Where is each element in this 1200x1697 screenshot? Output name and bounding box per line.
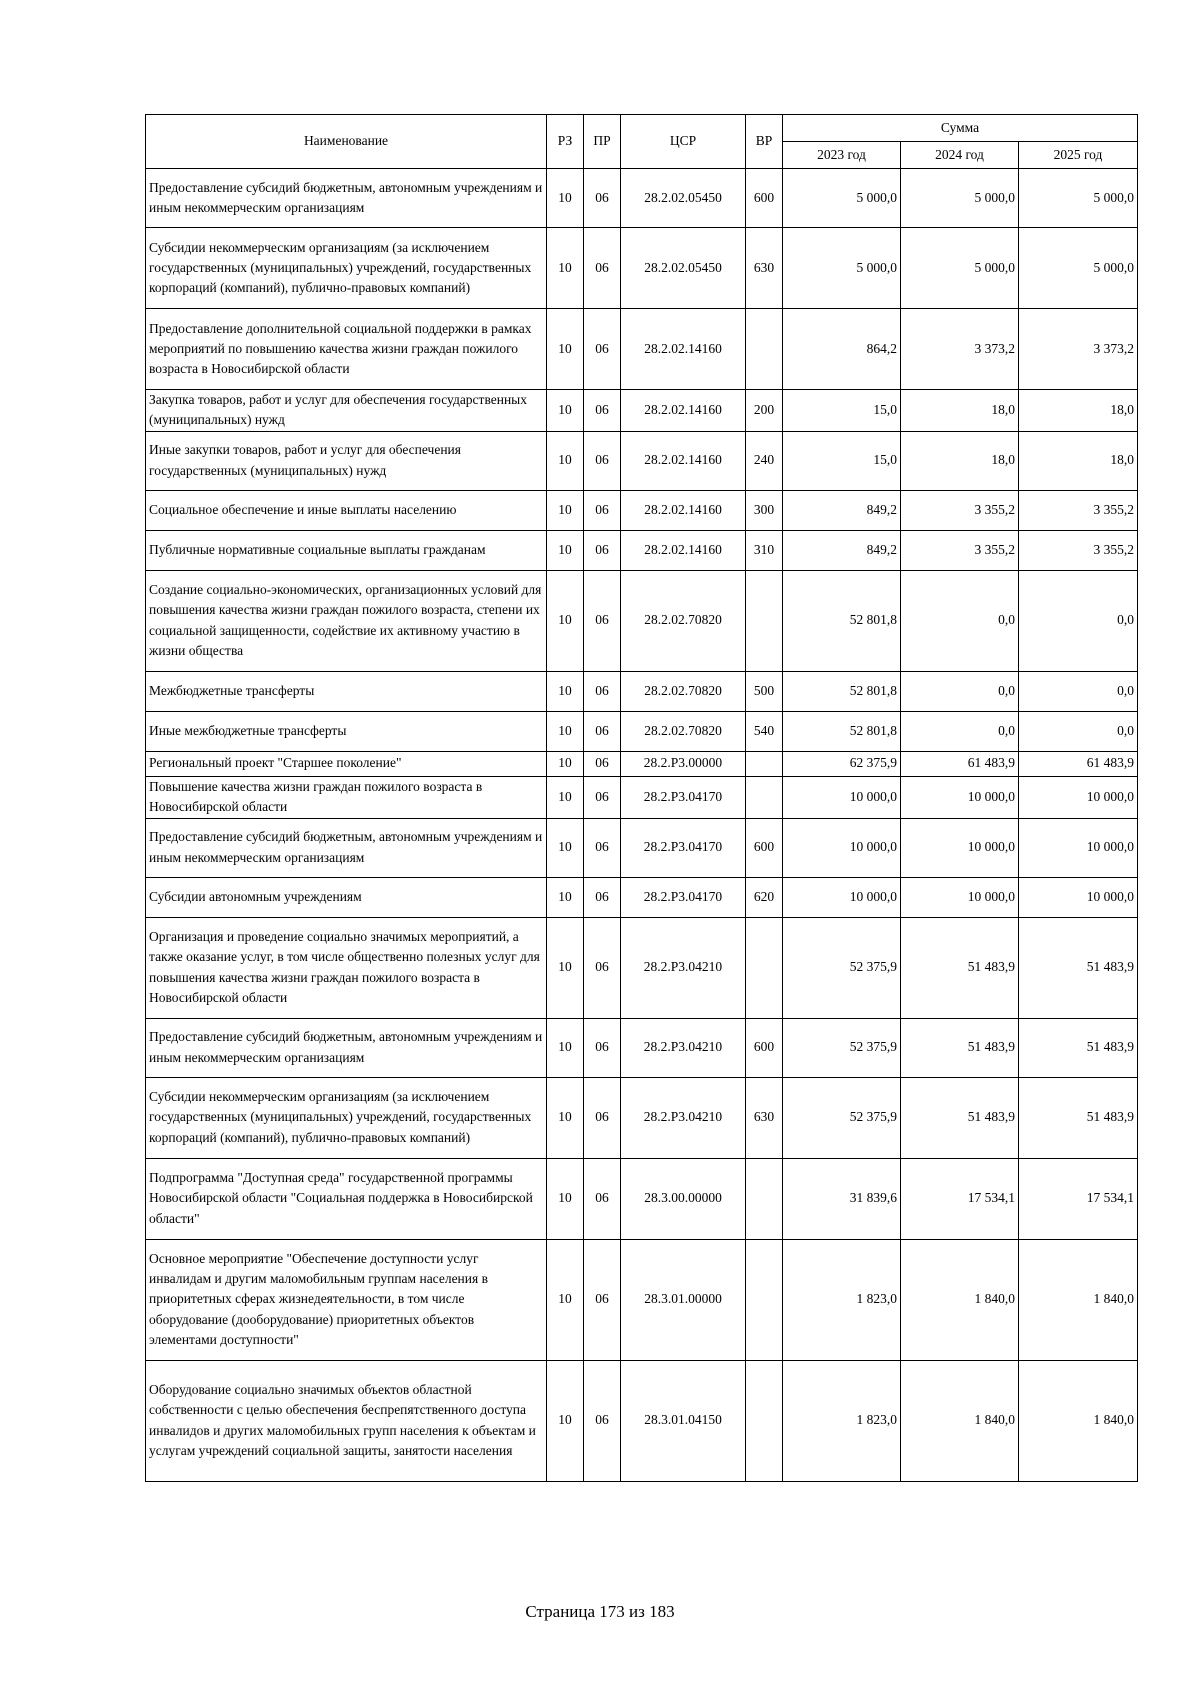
row-name-cell: Повышение качества жизни граждан пожилого возраста в Новосибирской области (146, 776, 547, 818)
header-name: Наименование (146, 115, 547, 169)
table-row (146, 431, 1138, 490)
table-row (146, 917, 1138, 1018)
table-row (146, 818, 1138, 877)
table-row (146, 751, 1138, 776)
row-sum-2023-cell: 849,2 (783, 530, 901, 570)
row-sum-2024-cell: 3 355,2 (901, 490, 1019, 530)
row-sum-2024-cell: 10 000,0 (901, 877, 1019, 917)
row-sum-2024-cell: 5 000,0 (901, 228, 1019, 309)
row-pr-cell: 06 (584, 711, 621, 751)
row-pr-cell: 06 (584, 917, 621, 1018)
row-csr-cell: 28.2.02.14160 (621, 390, 746, 432)
row-pr-cell: 06 (584, 877, 621, 917)
row-sum-2023-cell: 62 375,9 (783, 751, 901, 776)
row-rz-cell: 10 (547, 877, 584, 917)
row-sum-2025-cell: 18,0 (1019, 390, 1138, 432)
row-name-cell: Предоставление субсидий бюджетным, автономным учреждениям и иным некоммерческим организациям (146, 818, 547, 877)
table-row (146, 1158, 1138, 1239)
row-csr-cell: 28.2.02.70820 (621, 711, 746, 751)
row-name-cell: Организация и проведение социально значимых мероприятий, а также оказание услуг, в том числе общественно полезных услуг для повышения качества жизни граждан пожилого возраста в Новосибирской области (146, 917, 547, 1018)
row-sum-2024-cell: 10 000,0 (901, 776, 1019, 818)
row-name-cell: Межбюджетные трансферты (146, 671, 547, 711)
row-name-cell: Субсидии некоммерческим организациям (за исключением государственных (муниципальных) учреждений, государственных корпораций (компаний), публично-правовых компаний) (146, 228, 547, 309)
row-name-cell: Создание социально-экономических, организационных условий для повышения качества жизни граждан пожилого возраста, степени их социальной защищенности, содействие их активному участию в жизни общества (146, 570, 547, 671)
row-sum-2023-cell: 52 375,9 (783, 917, 901, 1018)
row-pr-cell: 06 (584, 390, 621, 432)
row-pr-cell: 06 (584, 1360, 621, 1481)
row-vr-cell: 630 (746, 1077, 783, 1158)
row-sum-2023-cell: 52 801,8 (783, 570, 901, 671)
row-sum-2025-cell: 51 483,9 (1019, 1077, 1138, 1158)
row-rz-cell: 10 (547, 776, 584, 818)
row-csr-cell: 28.2.02.14160 (621, 530, 746, 570)
row-rz-cell: 10 (547, 818, 584, 877)
table-row (146, 711, 1138, 751)
row-sum-2025-cell: 0,0 (1019, 570, 1138, 671)
row-sum-2023-cell: 52 375,9 (783, 1077, 901, 1158)
row-sum-2023-cell: 849,2 (783, 490, 901, 530)
row-csr-cell: 28.3.01.00000 (621, 1239, 746, 1360)
row-rz-cell: 10 (547, 228, 584, 309)
row-name-cell: Субсидии автономным учреждениям (146, 877, 547, 917)
row-name-cell: Региональный проект "Старшее поколение" (146, 751, 547, 776)
row-sum-2025-cell: 5 000,0 (1019, 169, 1138, 228)
table-row (146, 877, 1138, 917)
row-sum-2023-cell: 10 000,0 (783, 877, 901, 917)
row-sum-2023-cell: 31 839,6 (783, 1158, 901, 1239)
row-pr-cell: 06 (584, 228, 621, 309)
row-vr-cell (746, 1239, 783, 1360)
row-pr-cell: 06 (584, 530, 621, 570)
budget-table (145, 114, 1138, 1482)
row-pr-cell: 06 (584, 169, 621, 228)
row-sum-2024-cell: 51 483,9 (901, 1018, 1019, 1077)
table-row (146, 1239, 1138, 1360)
table-row (146, 228, 1138, 309)
row-vr-cell: 500 (746, 671, 783, 711)
row-sum-2023-cell: 1 823,0 (783, 1239, 901, 1360)
row-rz-cell: 10 (547, 711, 584, 751)
row-sum-2025-cell: 51 483,9 (1019, 917, 1138, 1018)
row-sum-2024-cell: 0,0 (901, 711, 1019, 751)
row-vr-cell (746, 1360, 783, 1481)
row-pr-cell: 06 (584, 776, 621, 818)
row-vr-cell: 630 (746, 228, 783, 309)
row-csr-cell: 28.2.02.14160 (621, 309, 746, 390)
row-sum-2024-cell: 17 534,1 (901, 1158, 1019, 1239)
row-rz-cell: 10 (547, 1018, 584, 1077)
row-csr-cell: 28.2.02.05450 (621, 169, 746, 228)
row-rz-cell: 10 (547, 1158, 584, 1239)
row-name-cell: Предоставление субсидий бюджетным, автономным учреждениям и иным некоммерческим организациям (146, 169, 547, 228)
row-sum-2024-cell: 1 840,0 (901, 1360, 1019, 1481)
row-sum-2024-cell: 51 483,9 (901, 917, 1019, 1018)
table-row (146, 1360, 1138, 1481)
row-vr-cell (746, 309, 783, 390)
row-sum-2025-cell: 10 000,0 (1019, 877, 1138, 917)
row-sum-2024-cell: 1 840,0 (901, 1239, 1019, 1360)
row-csr-cell: 28.2.P3.04210 (621, 917, 746, 1018)
row-rz-cell: 10 (547, 169, 584, 228)
row-sum-2024-cell: 3 373,2 (901, 309, 1019, 390)
row-rz-cell: 10 (547, 431, 584, 490)
table-row (146, 169, 1138, 228)
row-pr-cell: 06 (584, 1239, 621, 1360)
row-csr-cell: 28.2.02.70820 (621, 570, 746, 671)
row-name-cell: Подпрограмма "Доступная среда" государственной программы Новосибирской области "Социальная поддержка в Новосибирской области" (146, 1158, 547, 1239)
row-sum-2023-cell: 10 000,0 (783, 818, 901, 877)
table-row (146, 309, 1138, 390)
row-sum-2025-cell: 10 000,0 (1019, 818, 1138, 877)
row-sum-2025-cell: 17 534,1 (1019, 1158, 1138, 1239)
row-sum-2025-cell: 1 840,0 (1019, 1239, 1138, 1360)
row-vr-cell (746, 1158, 783, 1239)
row-rz-cell: 10 (547, 390, 584, 432)
row-csr-cell: 28.2.02.14160 (621, 490, 746, 530)
header-rz: РЗ (547, 115, 584, 169)
row-pr-cell: 06 (584, 309, 621, 390)
row-csr-cell: 28.2.P3.04210 (621, 1018, 746, 1077)
row-rz-cell: 10 (547, 570, 584, 671)
row-name-cell: Социальное обеспечение и иные выплаты населению (146, 490, 547, 530)
row-sum-2025-cell: 0,0 (1019, 711, 1138, 751)
row-vr-cell: 200 (746, 390, 783, 432)
row-vr-cell (746, 917, 783, 1018)
row-rz-cell: 10 (547, 309, 584, 390)
row-pr-cell: 06 (584, 431, 621, 490)
header-year-2024: 2024 год (901, 142, 1019, 169)
table-header (146, 115, 1138, 169)
row-sum-2024-cell: 5 000,0 (901, 169, 1019, 228)
header-year-2025: 2025 год (1019, 142, 1138, 169)
row-csr-cell: 28.2.P3.04210 (621, 1077, 746, 1158)
table-row (146, 776, 1138, 818)
row-pr-cell: 06 (584, 751, 621, 776)
row-sum-2023-cell: 52 375,9 (783, 1018, 901, 1077)
row-vr-cell (746, 776, 783, 818)
header-csr: ЦСР (621, 115, 746, 169)
row-name-cell: Субсидии некоммерческим организациям (за исключением государственных (муниципальных) учреждений, государственных корпораций (компаний), публично-правовых компаний) (146, 1077, 547, 1158)
row-vr-cell: 600 (746, 1018, 783, 1077)
row-vr-cell (746, 570, 783, 671)
row-csr-cell: 28.2.P3.04170 (621, 877, 746, 917)
row-name-cell: Иные закупки товаров, работ и услуг для обеспечения государственных (муниципальных) нужд (146, 431, 547, 490)
row-pr-cell: 06 (584, 490, 621, 530)
row-sum-2024-cell: 51 483,9 (901, 1077, 1019, 1158)
row-sum-2023-cell: 5 000,0 (783, 169, 901, 228)
row-sum-2025-cell: 3 355,2 (1019, 490, 1138, 530)
table-row (146, 570, 1138, 671)
row-csr-cell: 28.3.00.00000 (621, 1158, 746, 1239)
header-year-2023: 2023 год (783, 142, 901, 169)
table-row (146, 490, 1138, 530)
row-name-cell: Публичные нормативные социальные выплаты гражданам (146, 530, 547, 570)
row-pr-cell: 06 (584, 818, 621, 877)
row-rz-cell: 10 (547, 1239, 584, 1360)
row-pr-cell: 06 (584, 1018, 621, 1077)
header-vr: ВР (746, 115, 783, 169)
row-rz-cell: 10 (547, 751, 584, 776)
row-rz-cell: 10 (547, 1077, 584, 1158)
row-rz-cell: 10 (547, 671, 584, 711)
table-row (146, 1018, 1138, 1077)
row-name-cell: Закупка товаров, работ и услуг для обеспечения государственных (муниципальных) нужд (146, 390, 547, 432)
row-csr-cell: 28.2.P3.00000 (621, 751, 746, 776)
row-sum-2025-cell: 3 373,2 (1019, 309, 1138, 390)
row-vr-cell: 600 (746, 818, 783, 877)
row-sum-2025-cell: 61 483,9 (1019, 751, 1138, 776)
row-sum-2023-cell: 5 000,0 (783, 228, 901, 309)
row-vr-cell: 240 (746, 431, 783, 490)
table-row (146, 671, 1138, 711)
row-pr-cell: 06 (584, 1158, 621, 1239)
row-csr-cell: 28.2.02.14160 (621, 431, 746, 490)
row-sum-2025-cell: 10 000,0 (1019, 776, 1138, 818)
row-csr-cell: 28.3.01.04150 (621, 1360, 746, 1481)
header-pr: ПР (584, 115, 621, 169)
row-vr-cell: 310 (746, 530, 783, 570)
row-pr-cell: 06 (584, 1077, 621, 1158)
row-sum-2025-cell: 18,0 (1019, 431, 1138, 490)
row-vr-cell: 540 (746, 711, 783, 751)
row-sum-2023-cell: 1 823,0 (783, 1360, 901, 1481)
table-row (146, 1077, 1138, 1158)
row-vr-cell: 600 (746, 169, 783, 228)
table-row (146, 390, 1138, 432)
row-sum-2025-cell: 51 483,9 (1019, 1018, 1138, 1077)
row-sum-2024-cell: 0,0 (901, 671, 1019, 711)
row-sum-2023-cell: 52 801,8 (783, 711, 901, 751)
row-sum-2023-cell: 864,2 (783, 309, 901, 390)
row-rz-cell: 10 (547, 1360, 584, 1481)
row-sum-2023-cell: 15,0 (783, 431, 901, 490)
row-csr-cell: 28.2.02.05450 (621, 228, 746, 309)
page-number: Страница 173 из 183 (525, 1602, 675, 1621)
row-sum-2024-cell: 0,0 (901, 570, 1019, 671)
row-sum-2023-cell: 10 000,0 (783, 776, 901, 818)
row-sum-2023-cell: 52 801,8 (783, 671, 901, 711)
row-vr-cell (746, 751, 783, 776)
row-csr-cell: 28.2.P3.04170 (621, 818, 746, 877)
table-row (146, 530, 1138, 570)
row-sum-2024-cell: 61 483,9 (901, 751, 1019, 776)
row-sum-2025-cell: 1 840,0 (1019, 1360, 1138, 1481)
row-name-cell: Основное мероприятие "Обеспечение доступности услуг инвалидам и другим маломобильным группам населения в приоритетных сферах жизнедеятельности, в том числе оборудование (дооборудование) приоритетных объектов элементами доступности" (146, 1239, 547, 1360)
row-rz-cell: 10 (547, 490, 584, 530)
row-sum-2024-cell: 18,0 (901, 431, 1019, 490)
row-rz-cell: 10 (547, 917, 584, 1018)
row-csr-cell: 28.2.02.70820 (621, 671, 746, 711)
row-sum-2025-cell: 5 000,0 (1019, 228, 1138, 309)
row-vr-cell: 620 (746, 877, 783, 917)
row-vr-cell: 300 (746, 490, 783, 530)
row-sum-2024-cell: 10 000,0 (901, 818, 1019, 877)
row-pr-cell: 06 (584, 570, 621, 671)
row-name-cell: Оборудование социально значимых объектов областной собственности с целью обеспечения беспрепятственного доступа инвалидов и других маломобильных групп населения к объектам и услугам учреждений социальной защиты, занятости населения (146, 1360, 547, 1481)
row-sum-2025-cell: 3 355,2 (1019, 530, 1138, 570)
row-name-cell: Предоставление дополнительной социальной поддержки в рамках мероприятий по повышению качества жизни граждан пожилого возраста в Новосибирской области (146, 309, 547, 390)
row-pr-cell: 06 (584, 671, 621, 711)
row-rz-cell: 10 (547, 530, 584, 570)
row-sum-2024-cell: 18,0 (901, 390, 1019, 432)
row-sum-2024-cell: 3 355,2 (901, 530, 1019, 570)
header-sum: Сумма (783, 115, 1138, 142)
row-name-cell: Иные межбюджетные трансферты (146, 711, 547, 751)
row-sum-2023-cell: 15,0 (783, 390, 901, 432)
row-csr-cell: 28.2.P3.04170 (621, 776, 746, 818)
table-body (146, 169, 1138, 1482)
row-name-cell: Предоставление субсидий бюджетным, автономным учреждениям и иным некоммерческим организациям (146, 1018, 547, 1077)
row-sum-2025-cell: 0,0 (1019, 671, 1138, 711)
